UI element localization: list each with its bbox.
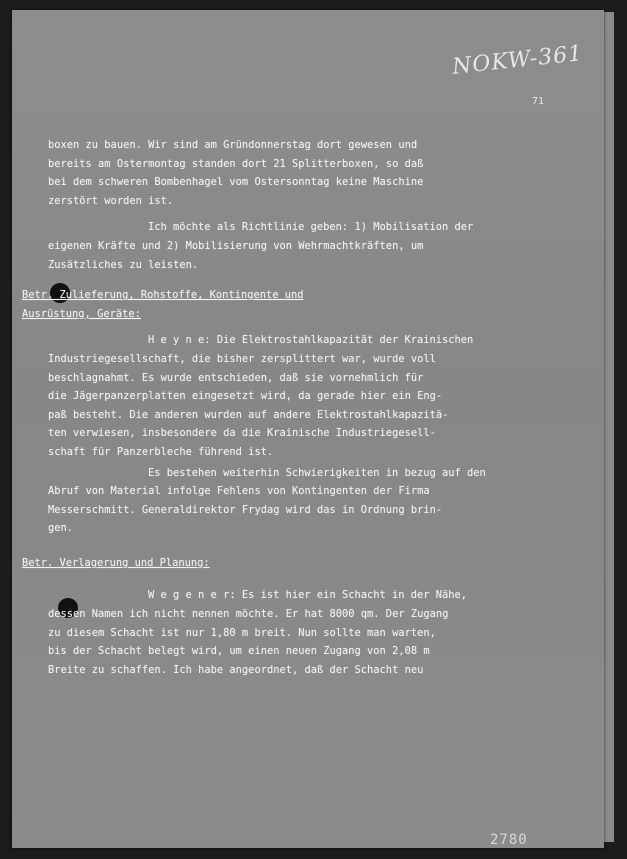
page-number: 71 — [532, 96, 545, 107]
text-line: Industriegesellschaft, die bisher zersplittert war, wurde voll — [48, 352, 436, 365]
text-line: Ich möchte als Richtlinie geben: 1) Mobilisation der — [148, 221, 474, 234]
text-line: zerstört worden ist. — [48, 194, 174, 207]
text-line: bei dem schweren Bombenhagel vom Ostersonntag keine Maschine — [48, 176, 424, 189]
text-line — [48, 586, 568, 605]
heading-line: Betr. Verlagerung und Planung: — [22, 556, 210, 569]
text-line: die Jägerpanzerplatten eingesetzt wird, da gerade hier ein Eng- — [48, 390, 443, 403]
speech-text: Die Elektrostahlkapazität der Krainischen — [216, 334, 474, 347]
text-line: bis der Schacht belegt wird, um einen neuen Zugang von 2,08 m — [48, 645, 430, 658]
text-line: beschlagnahmt. Es wurde entschieden, daß sie vornehmlich für — [48, 371, 424, 384]
paragraph — [48, 586, 568, 679]
text-line: Abruf von Material infolge Fehlens von Kontingenten der Firma — [48, 485, 430, 498]
handwritten-document-id: NOKW-361 — [451, 41, 585, 80]
text-line: gen. — [48, 522, 74, 535]
text-line: boxen zu bauen. Wir sind am Gründonnerstag dort gewesen und — [48, 139, 418, 151]
text-line: eigenen Kräfte und 2) Mobilisierung von Wehrmachtkräften, um — [48, 239, 424, 252]
text-line: dessen Namen ich nicht nennen möchte. Er hat 8000 qm. Der Zugang — [48, 608, 449, 621]
text-line — [48, 331, 568, 350]
text-line: Breite zu schaffen. Ich habe angeordnet, daß der Schacht neu — [48, 663, 424, 676]
archive-stamp-number: 2780 — [490, 832, 528, 848]
text-line: paß besteht. Die anderen wurden auf andere Elektrostahlkapazitä- — [48, 408, 449, 421]
text-line: Messerschmitt. Generaldirektor Frydag wird das in Ordnung brin- — [48, 503, 443, 516]
text-line: Zusätzliches zu leisten. — [48, 258, 199, 271]
speaker-name: H e y n e: — [148, 334, 211, 347]
section-heading — [22, 554, 568, 573]
text-line: Es bestehen weiterhin Schwierigkeiten in bezug auf den — [148, 466, 486, 479]
speech-text: Es ist hier ein Schacht in der Nähe, — [241, 589, 468, 602]
paragraph — [48, 218, 568, 274]
document-body — [22, 136, 568, 679]
heading-line: Betr. Zulieferung, Rohstoffe, Kontingente und — [22, 289, 304, 302]
paragraph — [48, 331, 568, 461]
section-heading — [22, 286, 568, 323]
document-page — [12, 10, 604, 848]
text-line: bereits am Ostermontag standen dort 21 Splitterboxen, so daß — [48, 157, 424, 170]
speaker-name: W e g e n e r: — [148, 589, 236, 602]
text-line: schaft für Panzerbleche führend ist. — [48, 445, 274, 458]
text-line: ten verwiesen, insbesondere da die Krainische Industriegesell- — [48, 427, 436, 440]
paragraph — [48, 464, 568, 538]
heading-line: Ausrüstung, Geräte: — [22, 307, 141, 320]
text-line: zu diesem Schacht ist nur 1,80 m breit. Nun sollte man warten, — [48, 626, 436, 639]
paragraph — [48, 136, 568, 210]
